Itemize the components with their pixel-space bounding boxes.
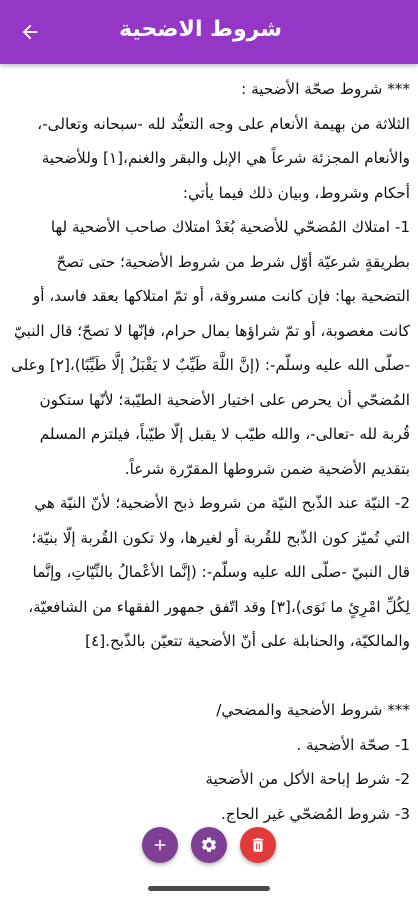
- arrow-left-icon: [19, 21, 41, 43]
- article-paragraph: 2- النيّة عند الذّبح النيّة من شروط ذبح الأضحية؛ لأنّ النيّة هي التي تُميّز كون الذّبح للقُربة أو لغيرها، ولا تكون القُربة إلّا بنيّة؛ قال النبيّ -صلّى الله عليه وسلّم-: (إنَّما الأعْمالُ بالنِّيّاتِ، وإنَّما لِكُلِّ امْرِئٍ ما نَوَى)،[٣] وقد اتّفق جمهور الفقهاء من الشافعيّة، والمالكيّة، والحنابلة على أنّ الأضحية تتعيّن بالذّبح.[٤]: [28, 494, 410, 650]
- trash-icon: [249, 836, 267, 854]
- article-paragraph: 2- شرط إباحة الأكل من الأضحية: [205, 770, 410, 788]
- gear-icon: [200, 836, 218, 854]
- article-paragraph: 3- شروط المُضحّي غير الحاج.: [220, 804, 410, 823]
- article-paragraph: الثلاثة من بهيمة الأنعام على وجه التعبُّد لله -سبحانه وتعالى-، والأنعام المجزئة شرعاً هي الإبل والبقر والغنم،[١] وللأضحية أحكام وشروط، وبيان ذلك فيما يأتي:: [37, 114, 410, 202]
- article-spacer: [8, 659, 410, 694]
- back-button[interactable]: [16, 18, 44, 46]
- article-paragraph: *** شروط الأضحية والمضحي/: [216, 701, 410, 719]
- add-button[interactable]: [142, 827, 178, 863]
- app-bar: [0, 0, 418, 64]
- article-paragraph: 1- امتلاك المُضحّي للأضحية بُغَدْ امتلاك صاحب الأضحية لها بطريقةٍ شرعيّة أوّل شرط من شروط الأضحية؛ حتى تصحّ التضحية بها: فإن كانت مسروقة، أو تمّ امتلاكها بعقد فاسد، أو كانت مغصوبة، أو تمّ شراؤها بمال حرام، فإنّها لا تصحّ؛ قال النبيّ -صلّى الله عليه وسلّم-: (إنَّ اللَّهَ طَيِّبٌ لا يَقْبَلُ إلَّا طَيِّبًا)،[٢] وعلى المُضحّي أن يحرص على اختيار الأضحية الطيّبة؛ لأنّها ستكون قُربة لله -تعالى-، والله طيّب لا يقبل إلّا طيّباً، فيلتزم المسلم بتقديم الأضحية ضمن شروطها المقرّرة شرعاً.: [10, 218, 410, 478]
- home-indicator: [148, 886, 270, 891]
- article-content: [8, 72, 410, 900]
- article-paragraph: 1- صحّة الأضحية .: [296, 735, 410, 754]
- plus-icon: [151, 836, 169, 854]
- delete-button[interactable]: [240, 827, 276, 863]
- page-title: شروط الاضحية: [119, 17, 282, 42]
- settings-button[interactable]: [191, 827, 227, 863]
- article-paragraph: *** شروط صحّة الأضحية :: [241, 80, 410, 98]
